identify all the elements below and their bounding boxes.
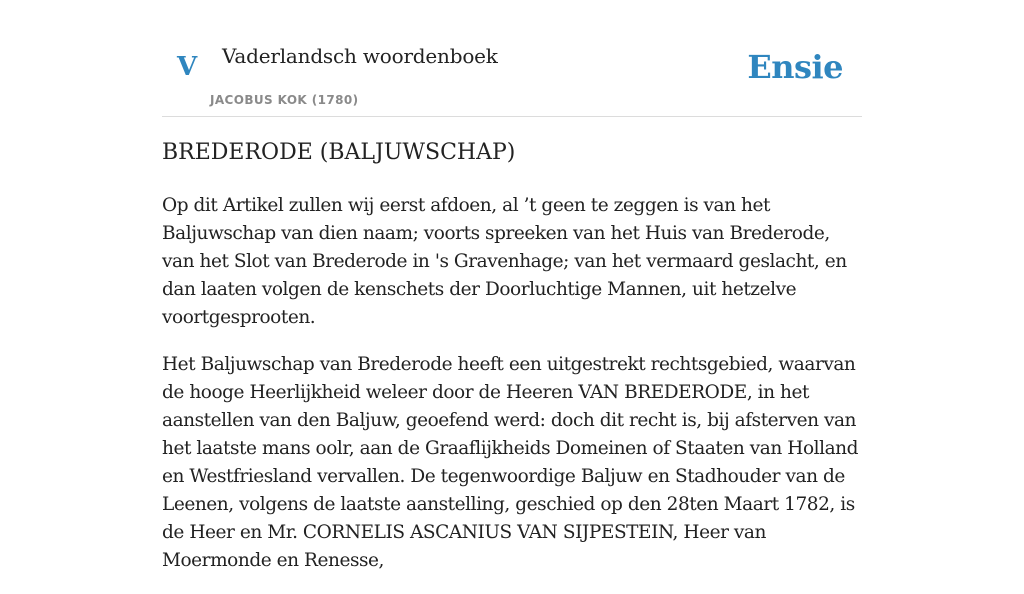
book-letter-icon: V <box>177 52 198 82</box>
book-author: JACOBUS KOK (1780) <box>210 93 359 107</box>
entry-paragraph: Op dit Artikel zullen wij eerst afdoen, al ’t geen te zeggen is van het Baljuwschap van dien naam; voorts spreeken van het Huis van Brederode, van het Slot van Brederode in 's Gravenhage; van het vermaard geslacht, en dan laaten volgen de kenschets der Doorluchtige Mannen, uit hetzelve voortgesprooten. <box>162 195 847 328</box>
entry-paragraph: Het Baljuwschap van Brederode heeft een uitgestrekt rechtsgebied, waarvan de hooge Heerlijkheid weleer door de Heeren VAN BREDERODE, in het aanstellen van den Baljuw, geoefend werd: doch dit recht is, bij afsterven van het laatste mans oolr, aan de Graaflijkheids Domeinen of Staaten van Holland en Westfriesland vervallen. De tegenwoordige Baljuw en Stadhouder van de Leenen, volgens de laatste aanstelling, geschied op den 28ten Maart 1782, is de Heer en Mr. CORNELIS ASCANIUS VAN SIJPESTEIN, Heer van Moermonde en Renesse, <box>162 354 859 571</box>
book-title[interactable]: Vaderlandsch woordenboek <box>222 44 498 68</box>
page <box>162 0 862 571</box>
entry-body <box>162 192 862 594</box>
ensie-logo-link[interactable]: Ensie <box>747 48 843 86</box>
book-header <box>162 0 862 117</box>
entry-title: BREDERODE (BALJUWSCHAP) <box>162 140 516 165</box>
